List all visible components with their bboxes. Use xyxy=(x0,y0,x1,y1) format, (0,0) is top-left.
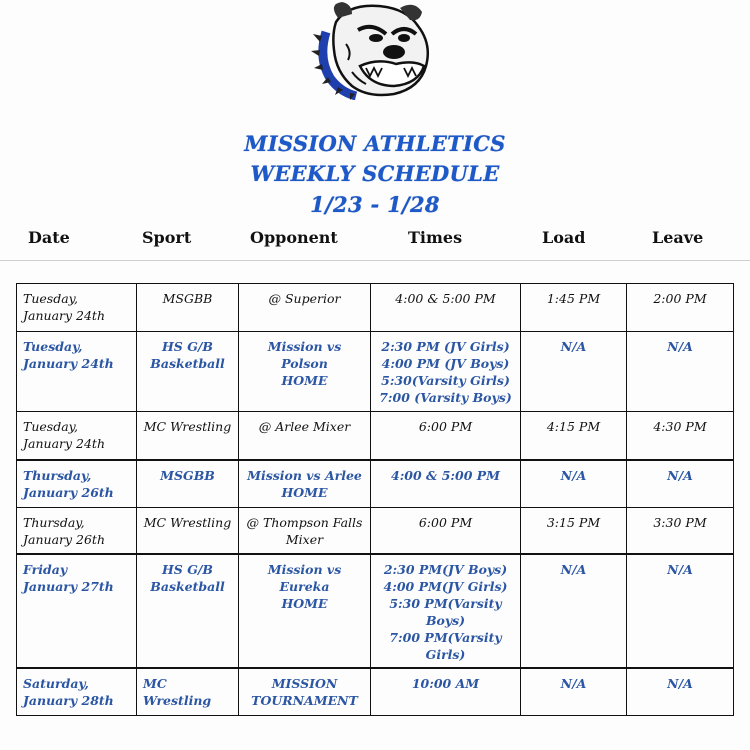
cell-leave: 2:00 PM xyxy=(627,284,734,332)
cell-date: Tuesday, January 24th xyxy=(17,412,137,460)
cell-leave: N/A xyxy=(627,332,734,412)
cell-times: 6:00 PM xyxy=(371,508,521,554)
table-row xyxy=(17,284,734,332)
cell-times: 6:00 PM xyxy=(371,412,521,460)
cell-leave: 4:30 PM xyxy=(627,412,734,460)
title-line-2: WEEKLY SCHEDULE xyxy=(250,161,500,186)
cell-sport: MC Wrestling xyxy=(137,668,239,716)
bulldog-logo-icon xyxy=(308,0,438,100)
cell-date: Saturday, January 28th xyxy=(17,668,137,716)
column-headers xyxy=(0,228,750,250)
cell-opponent: MISSION TOURNAMENT xyxy=(239,668,371,716)
cell-opponent: Mission vs Polson HOME xyxy=(239,332,371,412)
cell-load: N/A xyxy=(521,668,627,716)
cell-times: 10:00 AM xyxy=(371,668,521,716)
cell-opponent: @ Thompson Falls Mixer xyxy=(239,508,371,554)
cell-date: Tuesday, January 24th xyxy=(17,332,137,412)
cell-sport: HS G/B Basketball xyxy=(137,554,239,668)
cell-opponent: @ Arlee Mixer xyxy=(239,412,371,460)
cell-load: N/A xyxy=(521,332,627,412)
cell-opponent: Mission vs Eureka HOME xyxy=(239,554,371,668)
cell-date: Friday January 27th xyxy=(17,554,137,668)
cell-leave: N/A xyxy=(627,460,734,508)
schedule-table xyxy=(16,283,734,716)
cell-load: N/A xyxy=(521,554,627,668)
cell-load: N/A xyxy=(521,460,627,508)
cell-leave: N/A xyxy=(627,668,734,716)
cell-times: 4:00 & 5:00 PM xyxy=(371,460,521,508)
cell-opponent: Mission vs Arlee HOME xyxy=(239,460,371,508)
cell-opponent: @ Superior xyxy=(239,284,371,332)
cell-load: 1:45 PM xyxy=(521,284,627,332)
cell-times: 2:30 PM (JV Girls) 4:00 PM (JV Boys) 5:30(Varsity Girls) 7:00 (Varsity Boys) xyxy=(371,332,521,412)
cell-sport: MC Wrestling xyxy=(137,412,239,460)
cell-date: Tuesday, January 24th xyxy=(17,284,137,332)
title-line-1: MISSION ATHLETICS xyxy=(244,131,506,156)
cell-date: Thursday, January 26th xyxy=(17,460,137,508)
table-row xyxy=(17,508,734,554)
cell-sport: MSGBB xyxy=(137,284,239,332)
title-date-range: 1/23 - 1/28 xyxy=(310,192,440,217)
header-divider xyxy=(0,260,750,261)
cell-times: 4:00 & 5:00 PM xyxy=(371,284,521,332)
table-row xyxy=(17,460,734,508)
cell-leave: 3:30 PM xyxy=(627,508,734,554)
cell-sport: MSGBB xyxy=(137,460,239,508)
header-opponent: Opponent xyxy=(250,228,338,247)
cell-load: 4:15 PM xyxy=(521,412,627,460)
cell-date: Thursday, January 26th xyxy=(17,508,137,554)
header-leave: Leave xyxy=(652,228,704,247)
table-row xyxy=(17,554,734,668)
cell-sport: MC Wrestling xyxy=(137,508,239,554)
header-sport: Sport xyxy=(142,228,192,247)
cell-sport: HS G/B Basketball xyxy=(137,332,239,412)
table-row xyxy=(17,332,734,412)
header-load: Load xyxy=(542,228,586,247)
table-row xyxy=(17,412,734,460)
cell-load: 3:15 PM xyxy=(521,508,627,554)
cell-leave: N/A xyxy=(627,554,734,668)
header-times: Times xyxy=(408,228,463,247)
table-row xyxy=(17,668,734,716)
header-date: Date xyxy=(28,228,70,247)
cell-times: 2:30 PM(JV Boys) 4:00 PM(JV Girls) 5:30 PM(Varsity Boys) 7:00 PM(Varsity Girls) xyxy=(371,554,521,668)
